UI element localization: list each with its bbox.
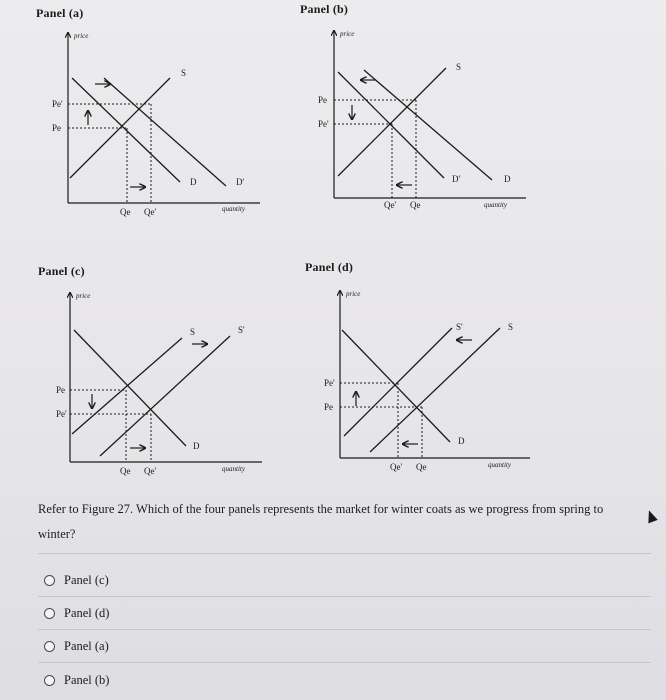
- quantity-label-left: Qe: [120, 466, 131, 476]
- supply-label-s-prime: S': [238, 325, 245, 335]
- supply-label: S: [456, 62, 462, 72]
- price-label-upper: Pe: [318, 95, 327, 105]
- quantity-label-left: Qe': [384, 200, 397, 210]
- radio-button[interactable]: [44, 575, 55, 586]
- price-axis-label: price: [346, 290, 361, 298]
- radio-button[interactable]: [44, 675, 55, 686]
- price-label-upper: Pe: [56, 385, 65, 395]
- demand-label-d: D: [504, 174, 511, 184]
- quantity-label-left: Qe': [390, 462, 403, 472]
- option-label: Panel (c): [64, 572, 109, 587]
- price-label-upper: Pe': [52, 99, 63, 109]
- divider: [38, 553, 651, 554]
- supply-label: S: [181, 68, 187, 78]
- demand-label: D: [458, 436, 465, 446]
- divider: [38, 596, 651, 597]
- radio-button[interactable]: [44, 608, 55, 619]
- panel-d-title: Panel (d): [305, 260, 354, 274]
- demand-label-d-prime: D': [236, 177, 245, 187]
- option-panel-d[interactable]: [44, 603, 109, 623]
- price-label-lower: Pe: [52, 123, 61, 133]
- quantity-axis-label: quantity: [222, 465, 245, 473]
- quantity-label-right: Qe: [410, 200, 421, 210]
- option-label: Panel (d): [64, 605, 110, 620]
- quantity-label-right: Qe': [144, 466, 157, 476]
- divider: [38, 629, 651, 630]
- radio-button[interactable]: [44, 641, 55, 652]
- quantity-axis-label: quantity: [222, 205, 245, 213]
- demand-label-d-prime: D': [452, 174, 461, 184]
- demand-label: D: [193, 441, 200, 451]
- option-label: Panel (a): [64, 638, 109, 653]
- quantity-label-left: Qe: [120, 207, 131, 217]
- panel-a-title: Panel (a): [36, 6, 84, 20]
- quantity-label-right: Qe: [416, 462, 427, 472]
- price-label-lower: Pe: [324, 402, 333, 412]
- quantity-label-right: Qe': [144, 207, 157, 217]
- panel-c-title: Panel (c): [38, 264, 85, 278]
- supply-label-s: S: [508, 322, 514, 332]
- price-label-lower: Pe': [318, 119, 329, 129]
- quantity-axis-label: quantity: [484, 201, 507, 209]
- divider: [38, 662, 651, 663]
- mouse-cursor-icon: [644, 509, 658, 524]
- price-axis-label: price: [74, 32, 89, 40]
- price-axis-label: price: [340, 30, 355, 38]
- option-label: Panel (b): [64, 672, 110, 687]
- option-panel-b[interactable]: [44, 670, 109, 690]
- quantity-axis-label: quantity: [488, 461, 511, 469]
- price-label-lower: Pe': [56, 409, 67, 419]
- supply-label-s-prime: S': [456, 322, 463, 332]
- price-label-upper: Pe': [324, 378, 335, 388]
- panel-b-title: Panel (b): [300, 2, 349, 16]
- question-text: Refer to Figure 27. Which of the four panels represents the market for winter coats as we progress from spring to winter?: [38, 502, 604, 541]
- price-axis-label: price: [76, 292, 91, 300]
- option-panel-a[interactable]: [44, 636, 109, 656]
- supply-label-s: S: [190, 327, 196, 337]
- option-panel-c[interactable]: [44, 570, 109, 590]
- demand-label-d: D: [190, 177, 197, 187]
